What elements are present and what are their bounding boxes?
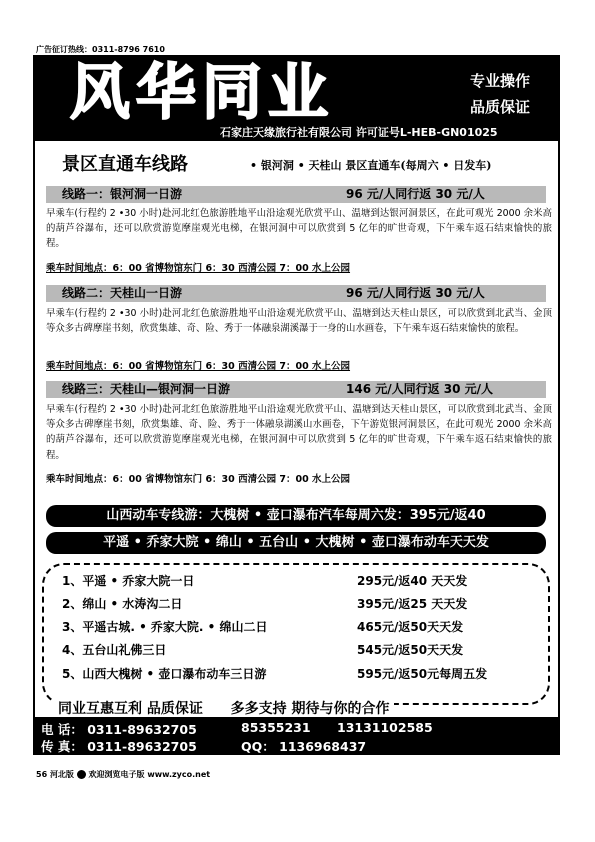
section-subtitle: • 银河洞 • 天桂山 景区直通车(每周六 • 日发车) — [250, 159, 492, 172]
section-title: 景区直通车线路 — [62, 154, 188, 175]
route-price: 96 元/人同行返 30 元/人 — [346, 286, 485, 300]
itinerary-item-price: 395元/返25 天天发 — [357, 597, 468, 611]
route-departure: 乘车时间地点：6：00 省博物馆东门 6：30 西清公园 7：00 水上公园 — [46, 474, 351, 485]
itinerary-item-name: 3、平遥古城. • 乔家大院. • 绵山二日 — [62, 620, 268, 634]
slogan — [54, 698, 394, 718]
company-license: 石家庄天缘旅行社有限公司 许可证号L-HEB-GN01025 — [220, 126, 498, 139]
itinerary-item-price: 545元/返50天天发 — [357, 643, 464, 657]
slogan-part1: 同业互惠互利 品质保证 — [58, 701, 203, 717]
route-departure: 乘车时间地点：6：00 省博物馆东门 6：30 西清公园 7：00 水上公园 — [46, 263, 351, 274]
itinerary-item-price: 465元/返50天天发 — [357, 620, 464, 634]
route-departure: 乘车时间地点：6：00 省博物馆东门 6：30 西清公园 7：00 水上公园 — [46, 361, 351, 372]
route-name: 线路一：银河洞一日游 — [62, 187, 183, 201]
qq-label: QQ： — [241, 739, 275, 754]
itinerary-item-price: 295元/返40 天天发 — [357, 574, 468, 588]
shanxi-banner: 山西动车专线游：大槐树 • 壶口瀑布汽车每周六发：395元/返40 — [46, 505, 546, 527]
footer — [36, 769, 210, 780]
phone-number: 85355231 — [241, 720, 311, 735]
itinerary-item-name: 4、五台山礼佛三日 — [62, 643, 167, 657]
fax-number: 0311-89632705 — [87, 739, 197, 754]
phone-number: 0311-89632705 — [87, 722, 197, 737]
itinerary-item-name: 2、绵山 • 水涛沟二日 — [62, 597, 183, 611]
fax-label: 传 真： — [41, 739, 83, 754]
itinerary-item-name: 5、山西大槐树 • 壶口瀑布动车三日游 — [62, 667, 267, 681]
mobile-number: 13131102585 — [337, 720, 433, 735]
phone-label: 电 话： — [41, 722, 83, 737]
contact-block — [35, 717, 558, 753]
publication-text: 欢迎浏览电子版 www.zyco.net — [88, 770, 211, 779]
shanxi-daily-banner: 平遥 • 乔家大院 • 绵山 • 五台山 • 大槐树 • 壶口瀑布动车天天发 — [46, 532, 546, 554]
publisher-icon — [77, 770, 86, 779]
itinerary-item-price: 595元/返50元每周五发 — [357, 667, 488, 681]
route-name: 线路二：天桂山一日游 — [62, 286, 183, 300]
page-number: 56 — [36, 770, 48, 779]
route-name: 线路三：天桂山—银河洞一日游 — [62, 382, 231, 396]
tagline-professional: 专业操作 — [470, 72, 531, 90]
slogan-part2: 多多支持 期待与你的合作 — [230, 701, 390, 717]
logo-text: 风华同业 — [70, 58, 334, 128]
hotline-text: 广告征订热线：0311-8796 7610 — [36, 45, 165, 54]
qq-number: 1136968437 — [279, 739, 367, 754]
route-description: 早乘车(行程约 2 •30 小时)赴河北红色旅游胜地平山沿途观光欣赏平山、温塘到达银河洞景区，在此可观光 2000 余米高的葫芦谷瀑布，还可以欣赏游览摩崖观光电梯，在银河洞中可以欣赏到 5 亿年的旷世奇观，下午乘车返石结束愉快的旅程。 — [46, 208, 552, 250]
tagline-quality: 品质保证 — [470, 98, 531, 116]
itinerary-item-name: 1、平遥 • 乔家大院一日 — [62, 574, 195, 588]
route-price: 146 元/人同行返 30 元/人 — [346, 382, 494, 396]
route-price: 96 元/人同行返 30 元/人 — [346, 187, 485, 201]
route-description: 早乘车(行程约 2 •30 小时)赴河北红色旅游胜地平山沿途观光欣赏平山、温塘到达天桂山景区，可以欣赏到北武当、金顶等众多古碑摩崖书刻，欣赏集雄、奇、险、秀于一体融泉湖溪山水画卷，下午游览银河洞景区，在此可观光 2000 余米高的葫芦谷瀑布，还可以欣赏游览摩崖观光电梯，在银河洞中可以欣赏到 5 亿年的旷世奇观，下午乘车返石结束愉快的旅程。 — [46, 404, 552, 461]
edition-label: 河北版 — [49, 770, 74, 779]
route-description: 早乘车(行程约 2 •30 小时)赴河北红色旅游胜地平山沿途观光欣赏平山、温塘到达天桂山景区，可以欣赏到北武当、金顶等众多古碑摩崖书刻，欣赏集雄、奇、险、秀于一体融泉湖溪瀑于一身的山水画卷，下午乘车返石结束愉快的旅程。 — [46, 308, 552, 335]
